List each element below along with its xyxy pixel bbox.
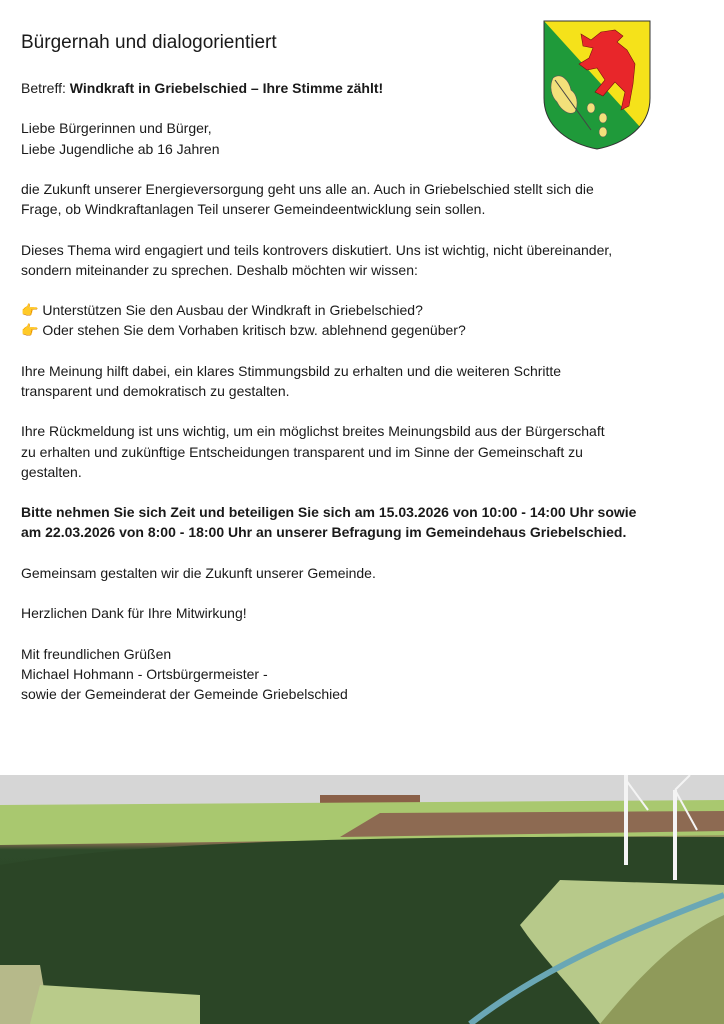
pointing-hand-icon: 👉 (21, 302, 39, 319)
paragraph: sondern miteinander zu sprechen. Deshalb möchten wir wissen: (21, 261, 418, 278)
list-item-text: Unterstützen Sie den Ausbau der Windkraft in Griebelschied? (42, 302, 423, 319)
page-title: Bürgernah und dialogorientiert (21, 32, 277, 53)
subject-label: Betreff: (21, 80, 70, 96)
paragraph: Herzlichen Dank für Ihre Mitwirkung! (21, 605, 247, 622)
call-to-action: am 22.03.2026 von 8:00 - 18:00 Uhr an unserer Befragung im Gemeindehaus Griebelschied. (21, 524, 627, 541)
list-item-text: Oder stehen Sie dem Vorhaben kritisch bzw. ablehnend gegenüber? (42, 322, 466, 339)
paragraph: die Zukunft unserer Energieversorgung geht uns alle an. Auch in Griebelschied stellt sich die (21, 180, 594, 197)
paragraph: Frage, ob Windkraftanlagen Teil unserer Gemeindeentwicklung sein sollen. (21, 201, 486, 218)
call-to-action: Bitte nehmen Sie sich Zeit und beteiligen Sie sich am 15.03.2026 von 10:00 - 14:00 Uhr sowie (21, 504, 637, 521)
paragraph: Ihre Meinung hilft dabei, ein klares Stimmungsbild zu erhalten und die weiteren Schritte (21, 362, 562, 379)
paragraph: transparent und demokratisch zu gestalten. (21, 382, 290, 399)
greeting: Liebe Bürgerinnen und Bürger, (21, 120, 212, 137)
paragraph: Ihre Rückmeldung ist uns wichtig, um ein möglichst breites Meinungsbild aus der Bürgerschaft (21, 423, 605, 440)
subject-line (21, 78, 704, 98)
signer: sowie der Gemeinderat der Gemeinde Griebelschied (21, 685, 348, 702)
paragraph: Gemeinsam gestalten wir die Zukunft unserer Gemeinde. (21, 564, 376, 581)
list-item (21, 320, 704, 340)
paragraph: Dieses Thema wird engagiert und teils kontrovers diskutiert. Uns ist wichtig, nicht übereinander, (21, 241, 613, 258)
signer: Michael Hohmann - Ortsbürgermeister - (21, 665, 268, 682)
pointing-hand-icon: 👉 (21, 322, 39, 339)
subject: Windkraft in Griebelschied – Ihre Stimme zählt! (69, 80, 384, 96)
closing: Mit freundlichen Grüßen (21, 645, 172, 662)
landscape-image (0, 775, 724, 1024)
greeting: Liebe Jugendliche ab 16 Jahren (21, 140, 220, 157)
letter-body (21, 78, 704, 704)
paragraph: zu erhalten und zukünftige Entscheidungen transparent und im Sinne der Gemeinschaft zu (21, 443, 583, 460)
list-item (21, 300, 704, 320)
paragraph: gestalten. (21, 463, 82, 480)
landscape-illustration (0, 775, 724, 1024)
